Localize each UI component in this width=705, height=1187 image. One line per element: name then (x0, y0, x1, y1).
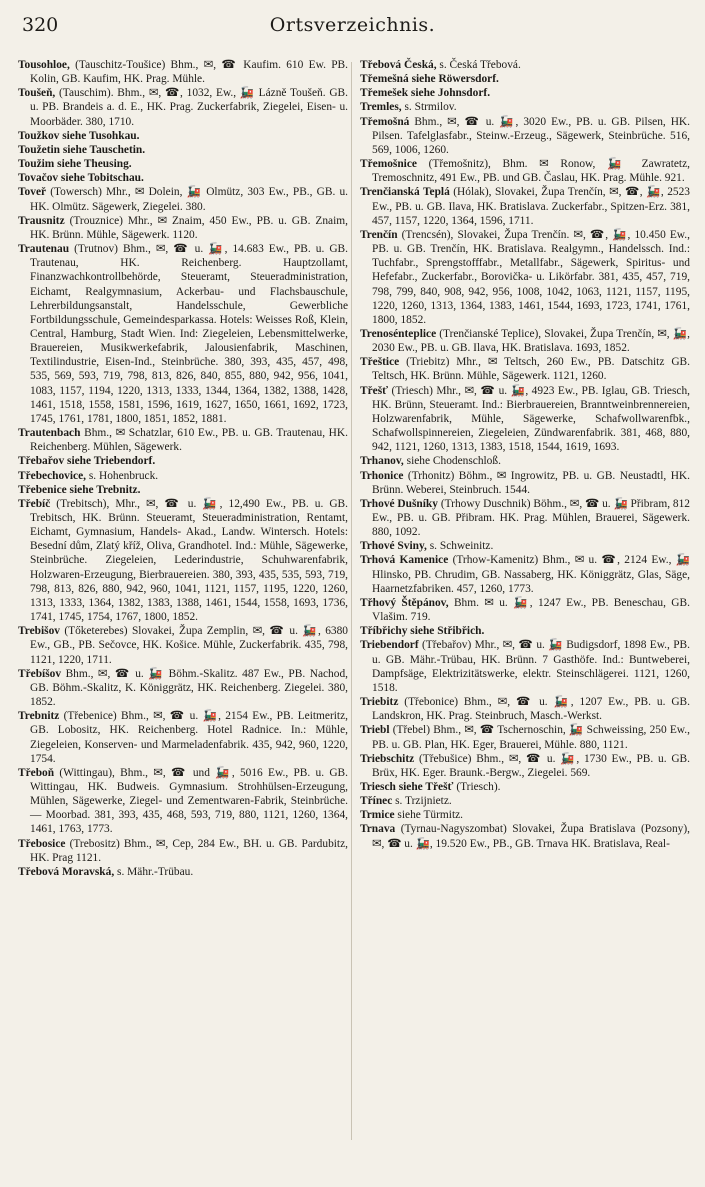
page-header (22, 14, 683, 44)
left-column (18, 58, 348, 879)
index-entry (18, 426, 348, 454)
entry-headword: Trnava (360, 823, 396, 836)
index-entry (18, 242, 348, 426)
index-entry (18, 143, 348, 157)
index-entry (18, 865, 348, 879)
entry-headword: Trhová Kamenice (360, 554, 449, 567)
entry-text: (Třebařov) Mhr., ✉, ☎ u. 🚂 Budigsdorf, 1898 Ew., PB. u. GB. Mähr.-Trübau, HK. Brünn. 7 Gasthöfe. Ind.: Buntweberei, Dampfsäge, Elektrizitätswerke, elektr. Steinschlägerei. 1121, 1260, 1518. (372, 639, 690, 694)
entry-headword: Toužetin siehe Tauschetin. (18, 143, 146, 156)
entry-headword: Triebendorf (360, 639, 419, 652)
entry-headword: Třhový Štěpánov, (360, 596, 449, 609)
index-entry (18, 171, 348, 185)
index-entry (18, 469, 348, 483)
entry-headword: Třešť (360, 384, 389, 397)
entry-headword: Třemešek siehe Johnsdorf. (360, 87, 491, 100)
entry-headword: Třebechovice, (18, 469, 87, 482)
entry-text: s. Trzijnietz. (392, 795, 452, 808)
entry-headword: Trautenau (18, 243, 70, 256)
entry-text: (Trhonitz) Böhm., ✉ Ingrowitz, PB. u. GB. Neustadtl, HK. Brünn. Weberei, Steinbruch. 1544. (372, 469, 690, 496)
entry-text: Bhm., ✉, ☎ u. 🚂, 3020 Ew., PB. u. GB. Pilsen, HK. Pilsen. Tafelglasfabr., Steinw.-Erzeug., Sägewerk, Steinbrüche. 516, 569, 1006, 1260. (372, 115, 690, 156)
entry-headword: Třínec (360, 795, 393, 808)
index-entry (360, 723, 690, 751)
index-entry (360, 780, 690, 794)
entry-headword: Trenosénteplice (360, 327, 437, 340)
entry-headword: Trhové Sviny, (360, 540, 427, 553)
entry-text: (Trutnov) Bhm., ✉, ☎ u. 🚂, 14.683 Ew., PB. u. GB. Trautenau, HK. Reichenberg. Hauptzollamt, Finanzwachkontrollbehörde, Steueramt, Steueradministration, Eichamt, Realgymnasium, Ackerbau- und Flachsbauschule, Lehrerbildungsanstalt, Handelsschule, Gewerbliche Fortbildungsschule, Gemeindesparkassa. Hotels: Weisses Roß, Klein, Central, Hamburg, Stadt Wien. Ind: Ziegeleien, Lebensmittelwerke, Brauereien, Musikwerkefabrik, Jalousienfabrik, Maschinen, Textilindustrie, Eisen-Ind., Steinbrüche. 380, 393, 435, 457, 498, 535, 569, 593, 719, 798, 813, 826, 840, 855, 880, 942, 956, 1041, 1083, 1157, 1194, 1220, 1313, 1333, 1344, 1364, 1382, 1388, 1428, 1461, 1518, 1558, 1581, 1596, 1619, 1627, 1650, 1661, 1692, 1723, 1745, 1761, 1781, 1800, 1851, 1852, 1881. (30, 243, 348, 425)
entry-text: Bhm., ✉ Schatzlar, 610 Ew., PB. u. GB. Trautenau, HK. Reichenberg. Mühlen, Sägewerk. (30, 427, 348, 454)
index-entry (18, 497, 348, 624)
entry-headword: Triebschitz (360, 752, 415, 765)
entry-text: (Triesch) Mhr., ✉, ☎ u. 🚂, 4923 Ew., PB. Iglau, GB. Triesch, HK. Brünn, Steueramt. Ind.: Bierbrauereien, Branntweinbrennereien, Holzwarenfabrik, Mühle, Sägewerke, Schafwollwarenfbk., Schafwollspinnereien, Ziegeleien, Zündwarenfabrik. 381, 468, 880, 942, 1121, 1260, 1313, 1383, 1518, 1544, 1619, 1693. (372, 384, 690, 454)
entry-text: (Trouznice) Mhr., ✉ Znaim, 450 Ew., PB. u. GB. Znaim, HK. Brünn. Mühle, Sägewerk. 1120. (30, 214, 348, 241)
entry-headword: Třebíč (18, 497, 51, 510)
index-entry (360, 157, 690, 185)
entry-text: (Třebel) Bhm., ✉, ☎ Tschernoschin, 🚂 Schweissing, 250 Ew., PB. u. GB. Plan, HK. Eger, Brauerei, Mühle. 880, 1121. (372, 724, 690, 751)
index-entry (360, 638, 690, 695)
entry-text: (Trencsén), Slovakei, Župa Trenčín. ✉, ☎, 🚂, 10.450 Ew., PB. u. GB. Trenčín, HK. Bratislava. Realgymn., Handelssch. Ind.: Tuchfabr., Sprengstofffabr., Metallfabr., Sägewerk, Spiritus- und Hefefabr., Zuckerfabr., Borovička- u. Likörfabr. 381, 435, 457, 719, 798, 799, 840, 908, 942, 956, 1008, 1042, 1063, 1121, 1157, 1195, 1220, 1260, 1313, 1364, 1383, 1461, 1544, 1693, 1723, 1741, 1761, 1800, 1852. (372, 228, 690, 326)
entry-headword: Třeboň (18, 766, 55, 779)
entry-text: (Tauschitz-Toušice) Bhm., ✉, ☎ Kaufim. 610 Ew. PB. Kolin, GB. Kaufim, HK. Prag. Mühle. (30, 59, 348, 86)
index-entry (360, 185, 690, 227)
entry-headword: Trebišov (18, 625, 60, 638)
index-entry (18, 157, 348, 171)
entry-headword: Třebenice siehe Trebnitz. (18, 483, 141, 496)
page-number: 320 (22, 14, 59, 36)
index-entry (360, 822, 690, 850)
entry-headword: Toveř (18, 186, 47, 199)
entry-text: Bhm. ✉ u. 🚂, 1247 Ew., PB. Beneschau, GB. Vlašim. 719. (372, 596, 690, 624)
entry-text: (Tauschim). Bhm., ✉, ☎, 1032, Ew., 🚂 Lázně Toušeň. GB. u. PB. Brandeis a. d. E., HK. Prag. Zuckerfabrik, Ziegelei, Eisen- u. Moorbäder. 380, 1710. (30, 87, 348, 128)
entry-text: (Triesch). (453, 780, 501, 793)
index-entry (360, 596, 690, 624)
index-entry (360, 808, 690, 822)
entry-headword: Triesch siehe Třešť (360, 780, 454, 793)
entry-text: (Trebitsch), Mhr., ✉, ☎ u. 🚂, 12,490 Ew., PB. u. GB. Trebitsch, HK. Brünn. Steueramt, Steueradministration, Rentamt, Eichamt, Gymnasium, Handels- Akad., Landw. Wintersch. Hotels: Besední dům, Zlatý kříž, Oliva, Grandhotel. Ind.: Mühle, Sägewerke, Steinbrüche. Ziegeleien, Lederindustrie, Schuhwarenfabrik, Holzwaren-Erzeugung, Bierbrauereien. 380, 393, 435, 535, 593, 719, 798, 813, 826, 880, 942, 960, 1041, 1121, 1157, 1195, 1220, 1260, 1313, 1333, 1364, 1382, 1383, 1388, 1461, 1544, 1558, 1693, 1736, 1741, 1745, 1754, 1767, 1800, 1852. (30, 497, 348, 624)
entry-headword: Třebíšov (18, 667, 62, 680)
entry-text: s. Strmilov. (401, 101, 457, 114)
entry-text: (Třebonice) Bhm., ✉, ☎ u. 🚂, 1207 Ew., PB. u. GB. Landskron, HK. Prag. Steinbruch, Masch.-Werkst. (372, 696, 690, 723)
index-entry (18, 454, 348, 468)
column-divider (351, 62, 352, 1140)
entry-text: siehe Chodenschloß. (403, 455, 501, 468)
index-entry (18, 624, 348, 666)
entry-headword: Třemešná siehe Röwersdorf. (360, 73, 499, 86)
index-entry (360, 228, 690, 327)
index-entry (360, 115, 690, 157)
index-entry (360, 794, 690, 808)
index-entry (360, 497, 690, 539)
entry-headword: Trenčianská Teplá (360, 186, 450, 199)
entry-text: siehe Türmitz. (394, 809, 464, 822)
index-entry (360, 58, 690, 72)
entry-headword: Trhonice (360, 469, 404, 482)
entry-headword: Tousohloe, (18, 59, 70, 71)
entry-headword: Tříbřichy siehe Střibřich. (360, 625, 485, 638)
entry-text: (Třemošnitz), Bhm. ✉ Ronow, 🚂 Zawratetz, Tremoschnitz, 491 Ew., PB. und GB. Časlau, HK. Prag. Mühle. 921. (372, 158, 690, 185)
index-entry (18, 58, 348, 86)
entry-headword: Třebová Česká, (360, 59, 437, 71)
entry-headword: Třebová Moravská, (18, 865, 115, 878)
entry-text: Bhm., ✉, ☎ u. 🚂 Böhm.-Skalitz. 487 Ew., PB. Nachod, GB. Böhm.-Skalitz, K. Königgrätz, HK. Reichenberg. Ziegelei. 380, 1852. (30, 667, 348, 709)
index-entry (360, 624, 690, 638)
entry-headword: Trmice (360, 809, 395, 822)
entry-headword: Trebnitz (18, 710, 60, 723)
right-column (360, 58, 690, 851)
index-entry (18, 837, 348, 865)
entry-text: s. Schweinitz. (426, 540, 494, 553)
index-entry (360, 695, 690, 723)
entry-headword: Tovačov siehe Tobitschau. (18, 172, 144, 185)
entry-text: s. Mähr.-Trübau. (114, 865, 194, 878)
index-entry (18, 709, 348, 766)
entry-text: (Trhow-Kamenitz) Bhm., ✉ u. ☎, 2124 Ew., 🚂 Hlinsko, PB. Chrudim, GB. Nassaberg, HK. Königgrätz, Glas, Säge, Haarnetzfabriken. 457, 1260, 1773. (372, 554, 690, 595)
entry-headword: Trenčín (360, 228, 398, 241)
index-entry (18, 483, 348, 497)
entry-text: (Tyrnau-Nagyszombat) Slovakei, Župa Bratislava (Pozsony), ✉, ☎ u. 🚂, 19.520 Ew., PB., GB. Trnava HK. Bratislava, Real- (372, 823, 690, 850)
entry-text: s. Česká Třebová. (436, 59, 521, 71)
entry-headword: Tremles, (360, 101, 402, 114)
index-entry (18, 214, 348, 242)
entry-headword: Trausnitz (18, 214, 65, 227)
index-entry (360, 454, 690, 468)
entry-text: (Trenčianské Teplice), Slovakei, Župa Trenčín, ✉, 🚂, 2030 Ew., PB. u. GB. Ilava, HK. Bratislava. 1693, 1852. (372, 327, 690, 355)
entry-headword: Toužim siehe Theusing. (18, 158, 132, 171)
index-entry (360, 469, 690, 497)
index-entry (360, 553, 690, 595)
index-entry (360, 539, 690, 553)
entry-text: (Hólak), Slovakei, Župa Trenčín, ✉, ☎, 🚂, 2523 Ew., PB. u. GB. Ilava, HK. Bratislava. Zuckerfabr., Spitzen-Erz. 381, 457, 1157, 1220, 1364, 1596, 1711. (372, 186, 690, 227)
entry-headword: Triebl (360, 724, 390, 737)
entry-headword: Třeštice (360, 356, 400, 369)
entry-headword: Triebitz (360, 696, 399, 709)
index-entry (18, 86, 348, 128)
entry-text: (Třebenice) Bhm., ✉, ☎ u. 🚂, 2154 Ew., PB. Leitmeritz, GB. Lobositz, HK. Reichenberg. Hotel Radnice. In.: Mühle, Ziegeleien, Konserven- und Marmeladenfabrik. 435, 942, 960, 1220, 1754. (30, 710, 348, 765)
index-entry (360, 355, 690, 383)
entry-headword: Třemošnice (360, 158, 417, 171)
entry-text: (Triebitz) Mhr., ✉ Teltsch, 260 Ew., PB. Datschitz GB. Teltsch, HK. Brünn. Mühle, Sägewerk. 1121, 1260. (372, 356, 690, 383)
index-entry (360, 384, 690, 455)
index-entry (18, 185, 348, 213)
entry-text: (Towersch) Mhr., ✉ Dolein, 🚂 Olmütz, 303 Ew., PB., GB. u. HK. Olmütz. Sägewerk, Ziegelei. 380. (30, 186, 348, 213)
index-entry (18, 667, 348, 709)
page-title: Ortsverzeichnis. (269, 14, 436, 36)
index-entry (18, 766, 348, 837)
entry-headword: Trhové Dušníky (360, 497, 438, 510)
entry-headword: Třebosice (18, 837, 66, 850)
index-entry (360, 86, 690, 100)
index-entry (360, 327, 690, 355)
entry-text: (Tőketerebes) Slovakei, Župa Zemplin, ✉, ☎ u. 🚂, 6380 Ew., GB., PB. Sečovce, HK. Košice. Mühle, Zuckerfabrik. 435, 798, 1121, 1220, 1711. (30, 625, 348, 666)
index-entry (360, 72, 690, 86)
entry-text: (Trebositz) Bhm., ✉, Cep, 284 Ew., BH. u. GB. Pardubitz, HK. Prag 1121. (30, 837, 348, 864)
index-entry (18, 129, 348, 143)
entry-headword: Trhanov, (360, 455, 404, 468)
index-entry (360, 752, 690, 780)
entry-headword: Třemošná (360, 115, 410, 128)
entry-headword: Toužkov siehe Tusohkau. (18, 129, 140, 142)
entry-headword: Trautenbach (18, 427, 81, 440)
entry-headword: Toušeň, (18, 87, 56, 100)
entry-headword: Třebařov siehe Triebendorf. (18, 455, 156, 468)
entry-text: (Trhowy Duschnik) Böhm., ✉, ☎ u. 🚂 Přibram, 812 Ew., PB. u. GB. Přibram. HK. Prag. Mühlen, Brauerei, Sägewerk. 880, 1092. (372, 497, 690, 539)
entry-text: s. Hohenbruck. (86, 469, 159, 482)
entry-text: (Wittingau), Bhm., ✉, ☎ und 🚂, 5016 Ew., PB. u. GB. Wittingau, HK. Budweis. Gymnasium. Strohhülsen-Erzeugung, Mühlen, Sägewerke, Ziegel- und Zementwaren-Fabrik, Steinbrüche. — Moorbad. 381, 393, 435, 468, 593, 719, 880, 1121, 1260, 1364, 1461, 1763, 1773. (30, 766, 348, 836)
entry-text: (Třebušice) Bhm., ✉, ☎ u. 🚂, 1730 Ew., PB. u. GB. Brüx, HK. Eger. Braunk.-Bergw., Ziegelei. 569. (372, 752, 690, 779)
index-entry (360, 100, 690, 114)
